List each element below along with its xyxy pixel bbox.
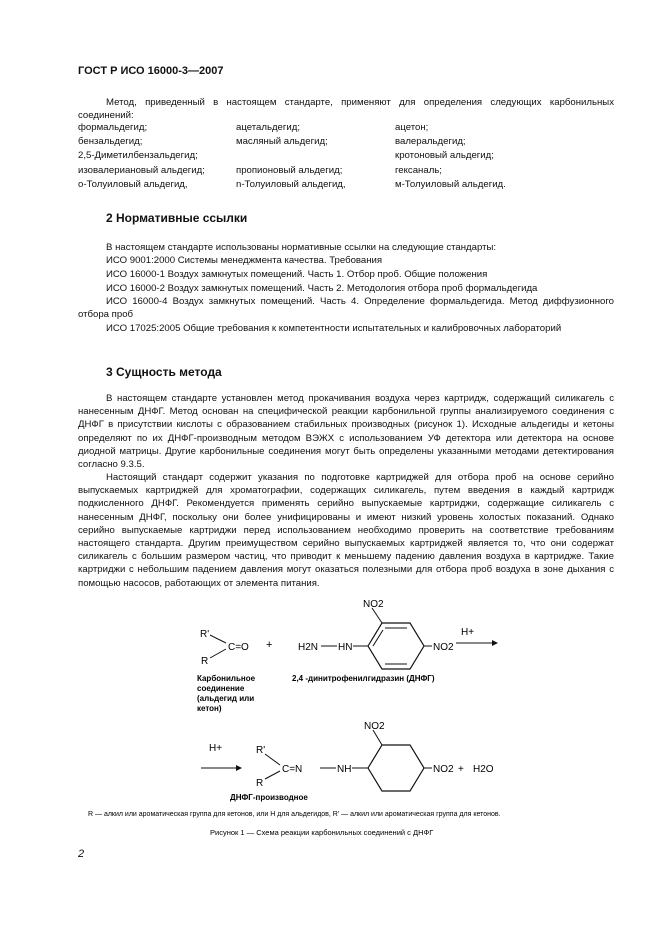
dnph-caption: 2,4 -динитрофенилгидразин (ДНФГ) <box>292 674 435 683</box>
figure-legend: R — алкил или ароматическая группа для кетонов, или H для альдегидов, R' — алкил или ароматическая группа для кетонов. <box>88 811 501 818</box>
figure-caption: Рисунок 1 — Схема реакции карбонильных соединений с ДНФГ <box>210 828 434 837</box>
reference-item: ИСО 9001:2000 Системы менеджмента качества. Требования <box>106 255 383 266</box>
imino-group: HN <box>338 642 353 653</box>
bond <box>372 608 382 623</box>
bond <box>265 754 280 765</box>
compound: 2,5-Диметилбензальдегид; <box>78 150 198 161</box>
bond <box>373 730 382 745</box>
compound: гексаналь; <box>395 165 442 176</box>
page-number: 2 <box>78 848 85 860</box>
carbonyl-group: C=O <box>228 642 249 653</box>
arrow-head <box>236 765 242 771</box>
carbonyl-caption: кетон) <box>197 704 222 713</box>
nitro-group: NO2 <box>433 764 454 775</box>
r-prime-label: R' <box>200 629 210 640</box>
plus-sign: + <box>266 639 273 651</box>
compound: формальдегид; <box>78 122 148 133</box>
compound: n-Толуиловый альдегид, <box>236 179 346 190</box>
compound: пропионовый альдегид; <box>236 165 343 176</box>
r-label: R <box>256 778 264 789</box>
double-bond <box>373 630 383 646</box>
compound: о-Толуиловый альдегид, <box>78 179 188 190</box>
benzene-ring <box>368 623 424 669</box>
intro-paragraph: Метод, приведенный в настоящем стандарте, применяют для определения следующих карбонильных соединений: <box>78 97 614 122</box>
plus-sign: + <box>458 764 464 775</box>
reaction-scheme-figure <box>0 590 661 850</box>
section-2-intro: В настоящем стандарте использованы нормативные ссылки на следующие стандарты: <box>106 242 497 253</box>
hydrazone-group: C=N <box>282 764 303 775</box>
carbonyl-caption: (альдегид или <box>197 694 255 703</box>
nitro-group: NO2 <box>363 599 384 610</box>
compound: м-Толуиловый альдегид. <box>395 179 506 190</box>
compound: масляный альдегид; <box>236 136 328 147</box>
compound: валеральдегид; <box>395 136 466 147</box>
imino-group: NH <box>337 764 352 775</box>
acid-catalyst-label: H+ <box>461 627 475 638</box>
nitro-group: NO2 <box>433 642 454 653</box>
page-header: ГОСТ Р ИСО 16000-3—2007 <box>78 65 224 77</box>
amino-group: H2N <box>298 642 319 653</box>
bond <box>265 771 280 779</box>
water-label: H2O <box>473 764 494 775</box>
acid-catalyst-label: H+ <box>209 743 223 754</box>
compound: бензальдегид; <box>78 136 143 147</box>
compound: ацетон; <box>395 122 429 133</box>
nitro-group: NO2 <box>364 721 385 732</box>
compound: ацетальдегид; <box>236 122 301 133</box>
section-3-paragraph-1: В настоящем стандарте установлен метод прокачивания воздуха через картридж, содержащий силикагель с нанесенным ДНФГ. Метод основан на специфической реакции карбонильной группы анализируемого соединения с ДНФГ в присутствии кислоты с образованием стабильных производных (рисунок 1). Исходные альдегиды и кетоны определяют по их ДНФГ-производным методом ВЭЖХ с использованием УФ детектора или детектора на основе диодной матрицы. Другие карбонильные соединения могут быть определены указанными методами детектирования согласно 9.3.5. <box>78 393 614 471</box>
reference-item: ИСО 16000-4 Воздух замкнутых помещений. Часть 4. Определение формальдегида. Метод диффузионного отбора проб <box>78 296 614 321</box>
derivative-caption: ДНФГ-производное <box>230 793 308 802</box>
section-3-heading: 3 Сущность метода <box>106 365 222 379</box>
compound: изовалериановый альдегид; <box>78 165 205 176</box>
arrow-head <box>492 640 498 646</box>
carbonyl-caption: Карбонильное <box>197 674 256 683</box>
reference-item: ИСО 16000-2 Воздух замкнутых помещений. Часть 2. Методология отбора проб формальдегида <box>106 283 538 294</box>
section-2-heading: 2 Нормативные ссылки <box>106 211 248 225</box>
section-3-paragraph-2: Настоящий стандарт содержит указания по подготовке картриджей для отбора проб на основе серийно выпускаемых картриджей для хроматографии, содержащих силикагель, путем введения в каждый картридж подкисленного ДНФГ. Рекомендуется применять серийно выпускаемые картриджи, содержащие силикагель с нанесенным ДНФГ, поскольку они более унифицированы и имеют низкий уровень холостых показаний. Однако серийно выпускаемые картриджи перед использованием необходимо проверить на соответствие требованиям настоящего стандарта. Другим преимуществом серийно выпускаемых картриджей является то, что они содержат силикагель с большим размером частиц, что приводит к меньшему падению давления воздуха в картридже. Такие картриджи с небольшим падением давления могут оказаться полезными для отбора проб воздуха в зоне дыхания с помощью насосов, работающих от элемента питания. <box>78 472 614 589</box>
r-label: R <box>201 656 209 667</box>
reference-item: ИСО 17025:2005 Общие требования к компетентности испытательных и калибровочных лабораторий <box>106 323 562 334</box>
reference-item: ИСО 16000-1 Воздух замкнутых помещений. Часть 1. Отбор проб. Общие положения <box>106 269 488 280</box>
bond <box>210 649 226 658</box>
ring <box>368 745 424 791</box>
bond <box>210 635 226 643</box>
compound: кротоновый альдегид; <box>395 150 494 161</box>
carbonyl-caption: соединение <box>197 684 245 693</box>
r-prime-label: R' <box>256 745 266 756</box>
